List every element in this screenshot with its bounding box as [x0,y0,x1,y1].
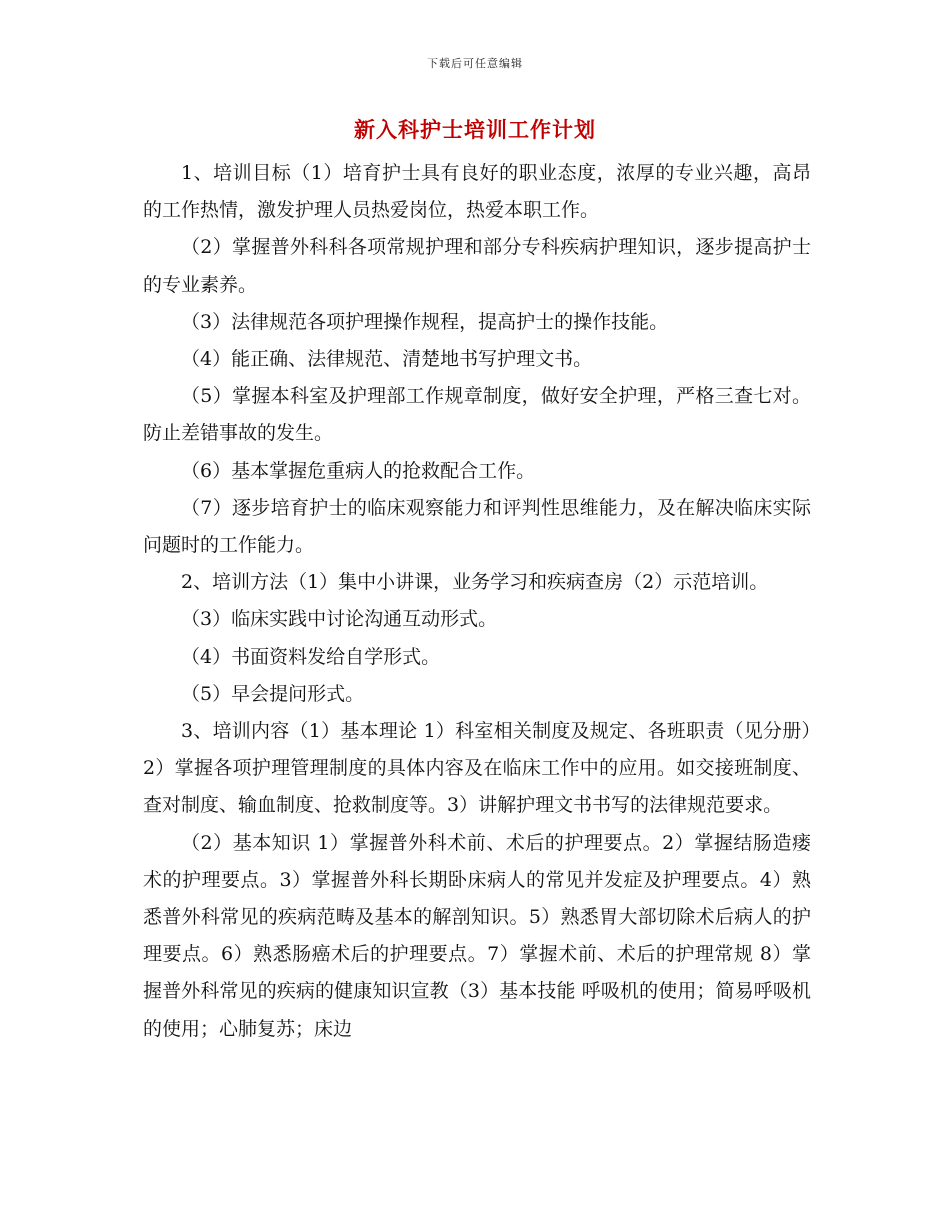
paragraph-goals-3: （3）法律规范各项护理操作规程，提高护士的操作技能。 [181,310,669,333]
paragraph-goals-1: 1、培训目标（1）培育护士具有良好的职业态度，浓厚的专业兴趣，高昂的工作热情，激发护理人员热爱岗位，热爱本职工作。 [143,162,811,222]
paragraph-content-knowledge: （2）基本知识 1）掌握普外科术前、术后的护理要点。2）掌握结肠造瘘术的护理要点。3）掌握普外科长期卧床病人的常见并发症及护理要点。4）熟悉普外科常见的疾病范畴及基本的解剖知识。5）熟悉胃大部切除术后病人的护理要点。6）熟悉肠癌术后的护理要点。7）掌握术前、术后的护理常规 8）掌握普外科常见的疾病的健康知识宣教（3）基本技能 呼吸机的使用；简易呼吸机的使用；心肺复苏；床边 [143,831,811,1040]
paragraph-goals-7: （7）逐步培育护士的临床观察能力和评判性思维能力，及在解决临床实际问题时的工作能力。 [143,496,811,557]
paragraph-methods-5: （5）早会提问形式。 [181,682,365,705]
header-note: 下载后可任意编辑 [427,57,523,70]
paragraph-goals-2: （2）掌握普外科科各项常规护理和部分专科疾病护理知识，逐步提高护士的专业素养。 [143,236,811,296]
paragraph-methods-4: （4）书面资料发给自学形式。 [181,645,441,668]
paragraph-methods-1: 2、培训方法（1）集中小讲课，业务学习和疾病查房（2）示范培训。 [181,571,769,594]
paragraph-content-theory: 3、培训内容（1）基本理论 1）科室相关制度及规定、各班职责（见分册）2）掌握各项护理管理制度的具体内容及在临床工作中的应用。如交接班制度、查对制度、输血制度、抢救制度等。3）讲解护理文书书写的法律规范要求。 [143,720,811,817]
paragraph-goals-5: （5）掌握本科室及护理部工作规章制度，做好安全护理，严格三查七对。防止差错事故的发生。 [143,385,811,445]
document-body [143,155,811,1048]
document-title: 新入科护士培训工作计划 [354,118,596,142]
paragraph-goals-4: （4）能正确、法律规范、清楚地书写护理文书。 [181,348,593,371]
paragraph-methods-3: （3）临床实践中讨论沟通互动形式。 [181,608,498,631]
paragraph-goals-6: （6）基本掌握危重病人的抢救配合工作。 [181,459,536,482]
